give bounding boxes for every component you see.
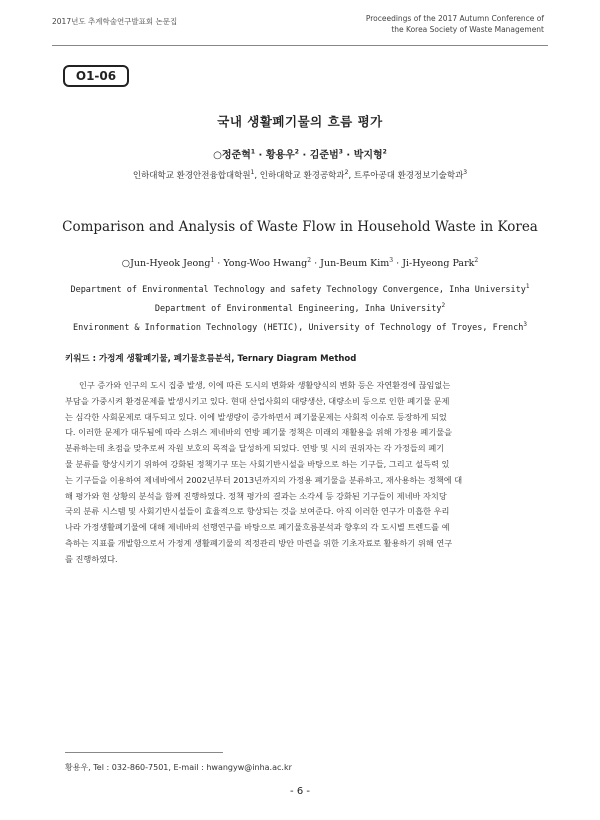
presenter-marker: ○: [213, 150, 222, 161]
abstract-line: 측하는 지표를 개발함으로서 가정계 생활폐기물의 적정관리 방안 마련을 위한 기초자료로 활용하기 위해 연구: [65, 537, 453, 548]
affiliation-sup: 3: [463, 169, 468, 177]
author-sup: 1: [210, 257, 215, 264]
author-ko: [310, 150, 354, 161]
author-sup: 2: [294, 148, 299, 156]
abstract-line: 는 기구들을 이용하여 제네바에서 2002년부터 2013년까지의 가정용 폐기물을 분류하고, 재사용하는 정책에 대: [65, 474, 463, 485]
author-name: 박지형: [353, 150, 383, 161]
abstract-line: 다. 이러한 문제가 대두됨에 따라 스위스 제네바의 연방 폐기물 정책은 미래의 재활용을 위해 가정용 폐기물을: [65, 427, 453, 438]
paper-title-english: Comparison and Analysis of Waste Flow in Household Waste in Korea: [62, 219, 538, 235]
author-separator: ·: [393, 258, 403, 270]
author-separator: ·: [255, 150, 266, 161]
affiliation-en: [0, 317, 600, 336]
page-number: - 6 -: [290, 786, 310, 797]
author-name: 정준혁: [221, 150, 251, 161]
abstract-body: [65, 378, 542, 568]
affiliations-korean: [0, 169, 600, 181]
author-en: [320, 258, 402, 269]
presenter-marker: ○: [121, 258, 131, 270]
author-sup: 2: [382, 148, 387, 156]
abstract-line: 국의 분류 시스템 및 사회기반시설들이 효율적으로 향상되는 것을 보여준다. 아직 이러한 연구가 미흡한 우리: [65, 506, 450, 517]
abstract-line: 인구 증가와 인구의 도시 집중 발생, 이에 따른 도시의 변화와 생활양식의 변화 등은 자연환경에 끊임없는: [79, 380, 451, 390]
author-name: 황용우: [265, 150, 295, 161]
author-en: [223, 258, 320, 269]
running-header-left: 2017년도 추계학술연구발표회 논문집: [52, 17, 178, 26]
affiliation-sup: 1: [250, 169, 255, 177]
author-sup: 1: [250, 148, 256, 156]
affiliation-text: Department of Environmental Technology and safety Technology Convergence, Inha University: [70, 284, 526, 295]
affiliation-separator: ,: [254, 171, 260, 181]
author-name: Jun-Beum Kim: [320, 258, 390, 270]
affiliation-ko: 트루아공대 환경정보기술학과: [353, 171, 464, 181]
author-en: [402, 258, 478, 269]
author-ko: [354, 150, 387, 161]
affiliation-en: [0, 279, 600, 298]
author-separator: ·: [214, 258, 224, 270]
affiliation-sup: 1: [525, 283, 530, 290]
author-en: [122, 258, 224, 269]
abstract-line: 나라 가정생활폐기물에 대해 제네바의 선행연구를 바탕으로 폐기물흐름분석과 향후의 각 도시별 트렌드를 예: [65, 522, 450, 533]
affiliation-text: Environment & Information Technology (HETIC), University of Technology of Troyes, French: [73, 322, 524, 333]
author-separator: ·: [342, 150, 354, 161]
author-name: Jun-Hyeok Jeong: [130, 258, 211, 270]
affiliation-separator: ,: [348, 171, 354, 181]
author-ko: [213, 150, 266, 161]
affiliations-english: [0, 279, 600, 335]
author-name: 김준범: [309, 150, 339, 161]
footnote-divider: [65, 752, 223, 753]
running-header-right-line1: Proceedings of the 2017 Autumn Conference of: [365, 14, 544, 23]
keywords: 키워드 : 가정계 생활폐기물, 폐기물흐름분석, Ternary Diagram Method: [65, 354, 357, 364]
affiliation-en: [0, 298, 600, 317]
affiliation-sup: 2: [441, 301, 446, 309]
author-sup: 2: [307, 257, 312, 264]
affiliation-sup: 2: [344, 169, 349, 177]
authors-english: [0, 257, 600, 269]
abstract-line: 를 진행하였다.: [65, 553, 118, 564]
paper-title-korean: 국내 생활폐기물의 흐름 평가: [217, 114, 383, 129]
author-separator: ·: [311, 258, 321, 270]
running-header-right-line2: the Korea Society of Waste Management: [391, 25, 544, 34]
abstract-line: 해 평가와 현 상황의 분석을 함께 진행하였다. 정책 평가의 결과는 소각세 등 강화된 기구들이 제네바 자치당: [65, 490, 447, 501]
author-ko: [266, 150, 310, 161]
author-name: Ji-Hyeong Park: [402, 258, 475, 270]
abstract-line: 는 심각한 사회문제로 대두되고 있다. 이에 발생량이 증가하면서 폐기물문제는 사회적 이슈로 등장하게 되었: [65, 411, 447, 422]
abstract-line: 물 분류를 향상시키기 위하여 강화된 정책기구 또는 사회기반시설을 바탕으로 하는 기구들, 그리고 설득력 있: [65, 458, 450, 469]
paper-id-box: O1-06: [63, 65, 129, 87]
author-name: Yong-Woo Hwang: [223, 258, 308, 270]
author-sup: 3: [338, 148, 343, 156]
author-sup: 2: [474, 257, 479, 264]
affiliation-ko: 인하대학교 환경안전융합대학원: [132, 171, 251, 181]
author-separator: ·: [298, 150, 310, 161]
affiliation-ko: 인하대학교 환경공학과: [259, 171, 345, 181]
header-divider: [52, 45, 548, 46]
authors-korean: [0, 146, 600, 161]
affiliation-sup: 3: [523, 320, 527, 328]
author-sup: 3: [389, 257, 394, 264]
corresponding-author-footnote: 황용우, Tel : 032-860-7501, E-mail : hwangyw@inha.ac.kr: [65, 763, 292, 772]
abstract-line: 분류하는데 초점을 맞추로써 자원 보호의 목적을 달성하게 되었다. 연방 및 시의 권위자는 각 가정들의 폐기: [65, 443, 445, 454]
abstract-line: 부담을 가중시켜 환경문제를 발생시키고 있다. 현대 산업사회의 대량생산, 대량소비 등으로 인한 폐기물 문제: [65, 395, 450, 406]
running-header-right: [366, 13, 544, 35]
affiliation-text: Department of Environmental Engineering, Inha University: [154, 303, 442, 314]
